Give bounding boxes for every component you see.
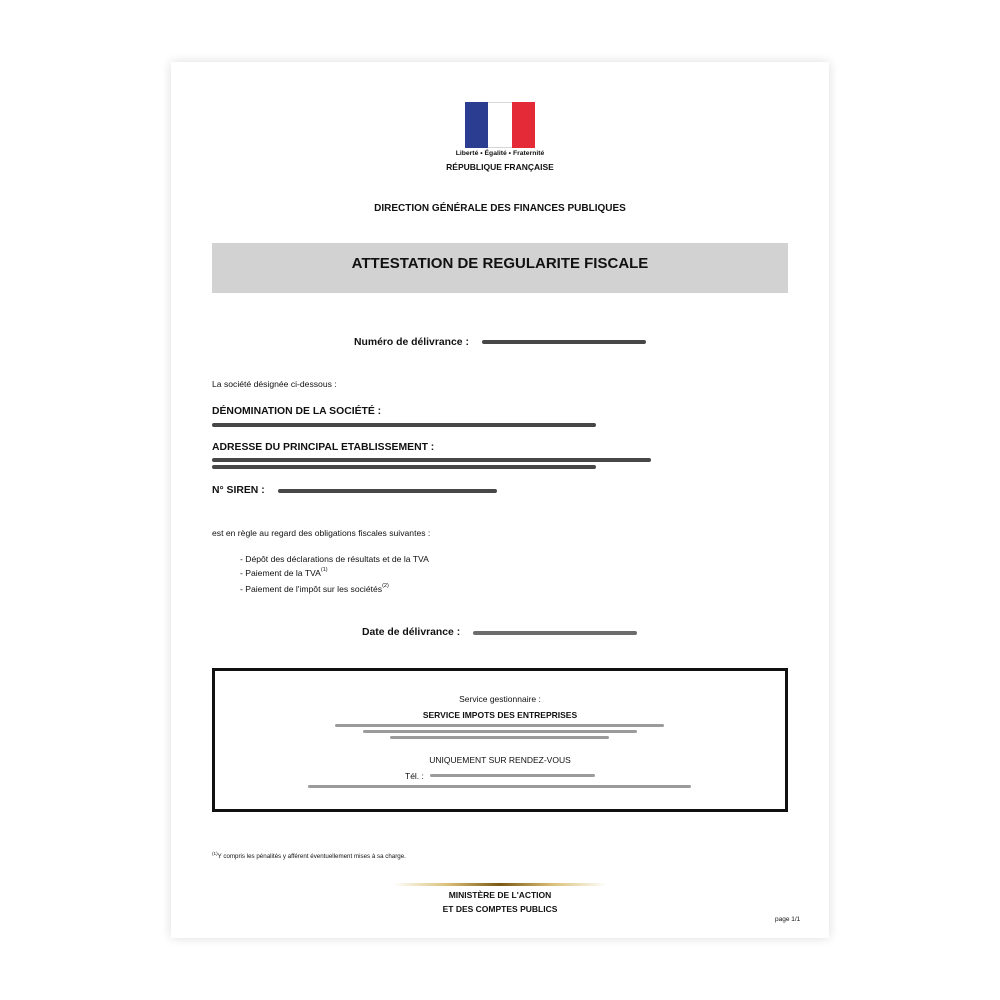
service-label: Service gestionnaire :	[459, 694, 541, 704]
redacted-address-line-2	[212, 465, 596, 469]
service-box	[212, 668, 788, 812]
page-number: page 1/1	[775, 916, 801, 923]
flag-red-stripe	[512, 102, 535, 148]
appointment-note: UNIQUEMENT SUR RENDEZ-VOUS	[429, 755, 571, 765]
siren-label: N° SIREN :	[212, 485, 265, 496]
french-flag-logo	[465, 102, 535, 148]
phone-label: Tél. :	[405, 771, 424, 781]
ministry-name-line-1: MINISTÈRE DE L'ACTION	[448, 890, 552, 900]
obligation-item-text: - Dépôt des déclarations de résultats et de la TVA	[240, 554, 429, 564]
delivery-date-label: Date de délivrance :	[362, 627, 461, 638]
flag-blue-stripe	[465, 102, 488, 148]
republic-motto: Liberté • Égalité • Fraternité	[455, 150, 545, 157]
redacted-service-email	[308, 785, 691, 788]
delivery-number-label: Numéro de délivrance :	[354, 337, 469, 348]
redacted-service-address-line-3	[390, 736, 609, 739]
redacted-delivery-date	[473, 631, 637, 635]
footnote	[212, 853, 406, 861]
company-intro: La société désignée ci-dessous :	[212, 379, 337, 389]
gold-divider	[393, 883, 607, 886]
company-name-label: DÉNOMINATION DE LA SOCIÉTÉ :	[212, 406, 382, 417]
redacted-address-line-1	[212, 458, 651, 462]
footnote-text: Y compris les pénalités y afférent éventuellement mises à sa charge.	[217, 853, 406, 860]
obligation-item	[240, 584, 389, 594]
redacted-delivery-number	[482, 340, 646, 344]
footnote-reference: (1)	[320, 567, 328, 573]
republic-name: RÉPUBLIQUE FRANÇAISE	[446, 162, 554, 172]
redacted-company-name	[212, 423, 596, 427]
obligation-item-text: - Paiement de l'impôt sur les sociétés	[240, 584, 383, 594]
redacted-phone-number	[430, 774, 595, 777]
obligations-intro: est en règle au regard des obligations fiscales suivantes :	[212, 528, 431, 538]
company-address-label: ADRESSE DU PRINCIPAL ETABLISSEMENT :	[212, 442, 435, 453]
ministry-name-line-2: ET DES COMPTES PUBLICS	[442, 904, 558, 914]
footnote-marker: (1)	[212, 851, 218, 856]
flag-white-stripe	[488, 102, 511, 148]
obligation-item	[240, 568, 328, 578]
directorate-name: DIRECTION GÉNÉRALE DES FINANCES PUBLIQUES	[374, 203, 626, 214]
obligation-item-text: - Paiement de la TVA	[240, 568, 321, 578]
redacted-service-address-line-2	[363, 730, 637, 733]
document-title: ATTESTATION DE REGULARITE FISCALE	[351, 255, 649, 272]
redacted-siren-number	[278, 489, 497, 493]
obligation-item	[240, 554, 429, 564]
service-name: SERVICE IMPOTS DES ENTREPRISES	[422, 710, 578, 720]
footnote-reference: (2)	[382, 583, 389, 589]
redacted-service-address-line-1	[335, 724, 664, 727]
